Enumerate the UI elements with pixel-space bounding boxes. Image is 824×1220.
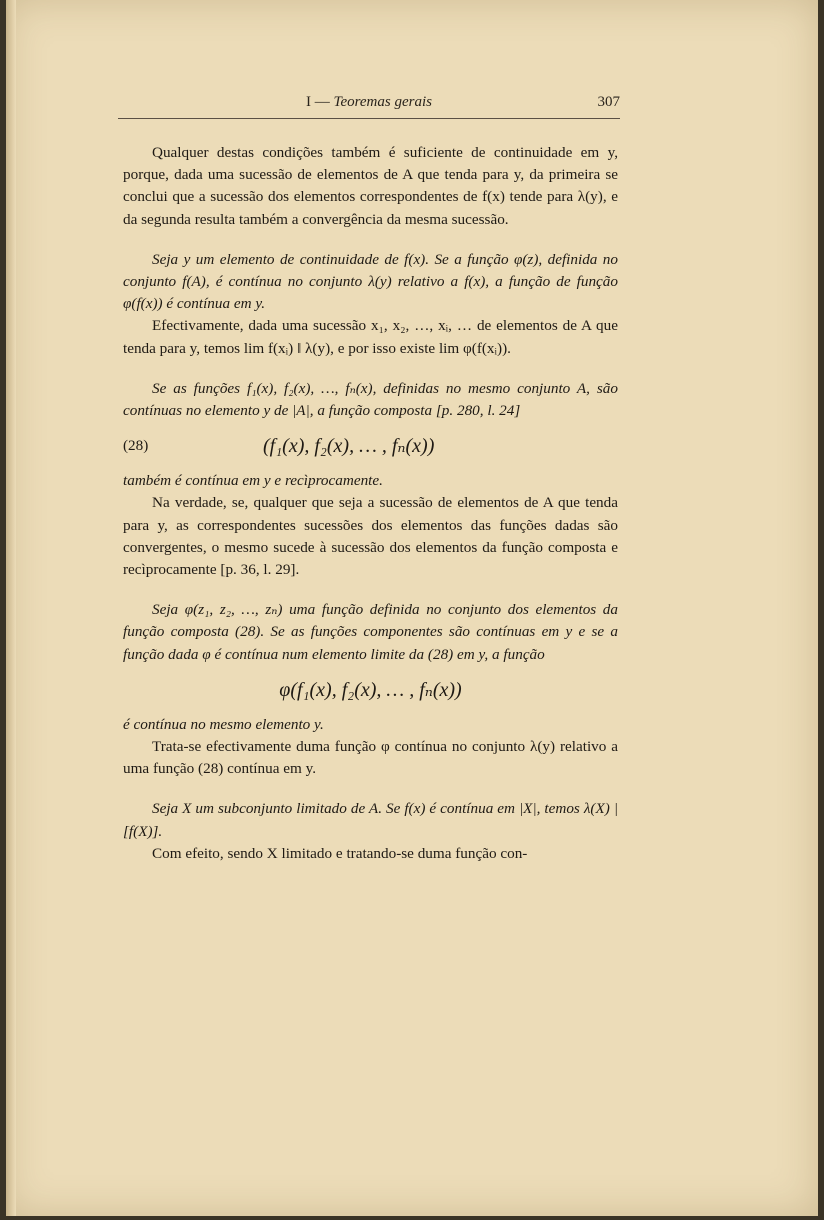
equation-phi	[123, 670, 618, 710]
equation-28	[123, 426, 618, 466]
proof-composite-function: Efectivamente, dada uma sucessão x₁, x₂, …, xᵢ, … de elementos de A que tenda para y, temos lim f(xᵢ) ‖ λ(y), e por isso existe lim φ(f(xᵢ)).	[123, 317, 618, 357]
header-title: I — Teoremas gerais	[306, 94, 432, 110]
theorem-phi-conclusion: é contínua no mesmo elemento y.	[123, 715, 324, 733]
theorem-composite-function: Seja y um elemento de continuidade de f(x). Se a função φ(z), definida no conjunto f(A), é contínua no conjunto λ(y) relativo a f(x), a função de função φ(f(x)) é contínua em y.	[123, 250, 618, 313]
running-header	[118, 94, 620, 120]
theorem-bounded-subset: Seja X um subconjunto limitado de A. Se f(x) é contínua em |X|, temos λ(X) | [f(X)].	[123, 800, 618, 840]
proof-phi: Trata-se efectivamente duma função φ contínua no conjunto λ(y) relativo a uma função (28) contínua em y.	[123, 738, 618, 778]
theorem-component-functions: Se as funções f₁(x), f₂(x), …, fₙ(x), definidas no mesmo conjunto A, são contínuas no elemento y de |A|, a função composta [p. 280, l. 24]	[123, 379, 618, 420]
book-page	[6, 0, 818, 1216]
proof-converse: Na verdade, se, qualquer que seja a sucessão de elementos de A que tenda para y, as correspondentes sucessões dos elementos das funções dadas são convergentes, o mesmo sucede à sucessão dos elementos da função composta e recìprocamente [p. 36, l. 29].	[123, 494, 618, 579]
page-number: 307	[597, 94, 620, 110]
page-body	[123, 142, 618, 865]
equation-number: (28)	[123, 437, 149, 455]
proof-bounded-subset: Com efeito, sendo X limitado e tratando-se duma função con-	[152, 844, 528, 862]
equation-formula: (f₁(x), f₂(x), … , fₙ(x))	[263, 435, 435, 458]
page-fold-shadow	[6, 0, 16, 1216]
equation-phi-formula: φ(f₁(x), f₂(x), … , fₙ(x))	[279, 678, 462, 701]
header-rule	[118, 118, 620, 119]
theorem-phi-composite: Seja φ(z₁, z₂, …, zₙ) uma função definida no conjunto dos elementos da função composta (28). Se as funções componentes são contínuas em y e se a função dada φ é contínua num elemento limite da (28) em y, a função	[123, 601, 618, 663]
theorem-converse: também é contínua em y e recìprocamente.	[123, 472, 383, 490]
paragraph-continuity-condition: Qualquer destas condições também é suficiente de continuidade em y, porque, dada uma sucessão de elementos de A que tenda para y, da primeira se conclui que a sucessão dos elementos correspondentes de f(x) tende para λ(y), e da segunda resulta também a convergência da mesma sucessão.	[123, 144, 618, 228]
